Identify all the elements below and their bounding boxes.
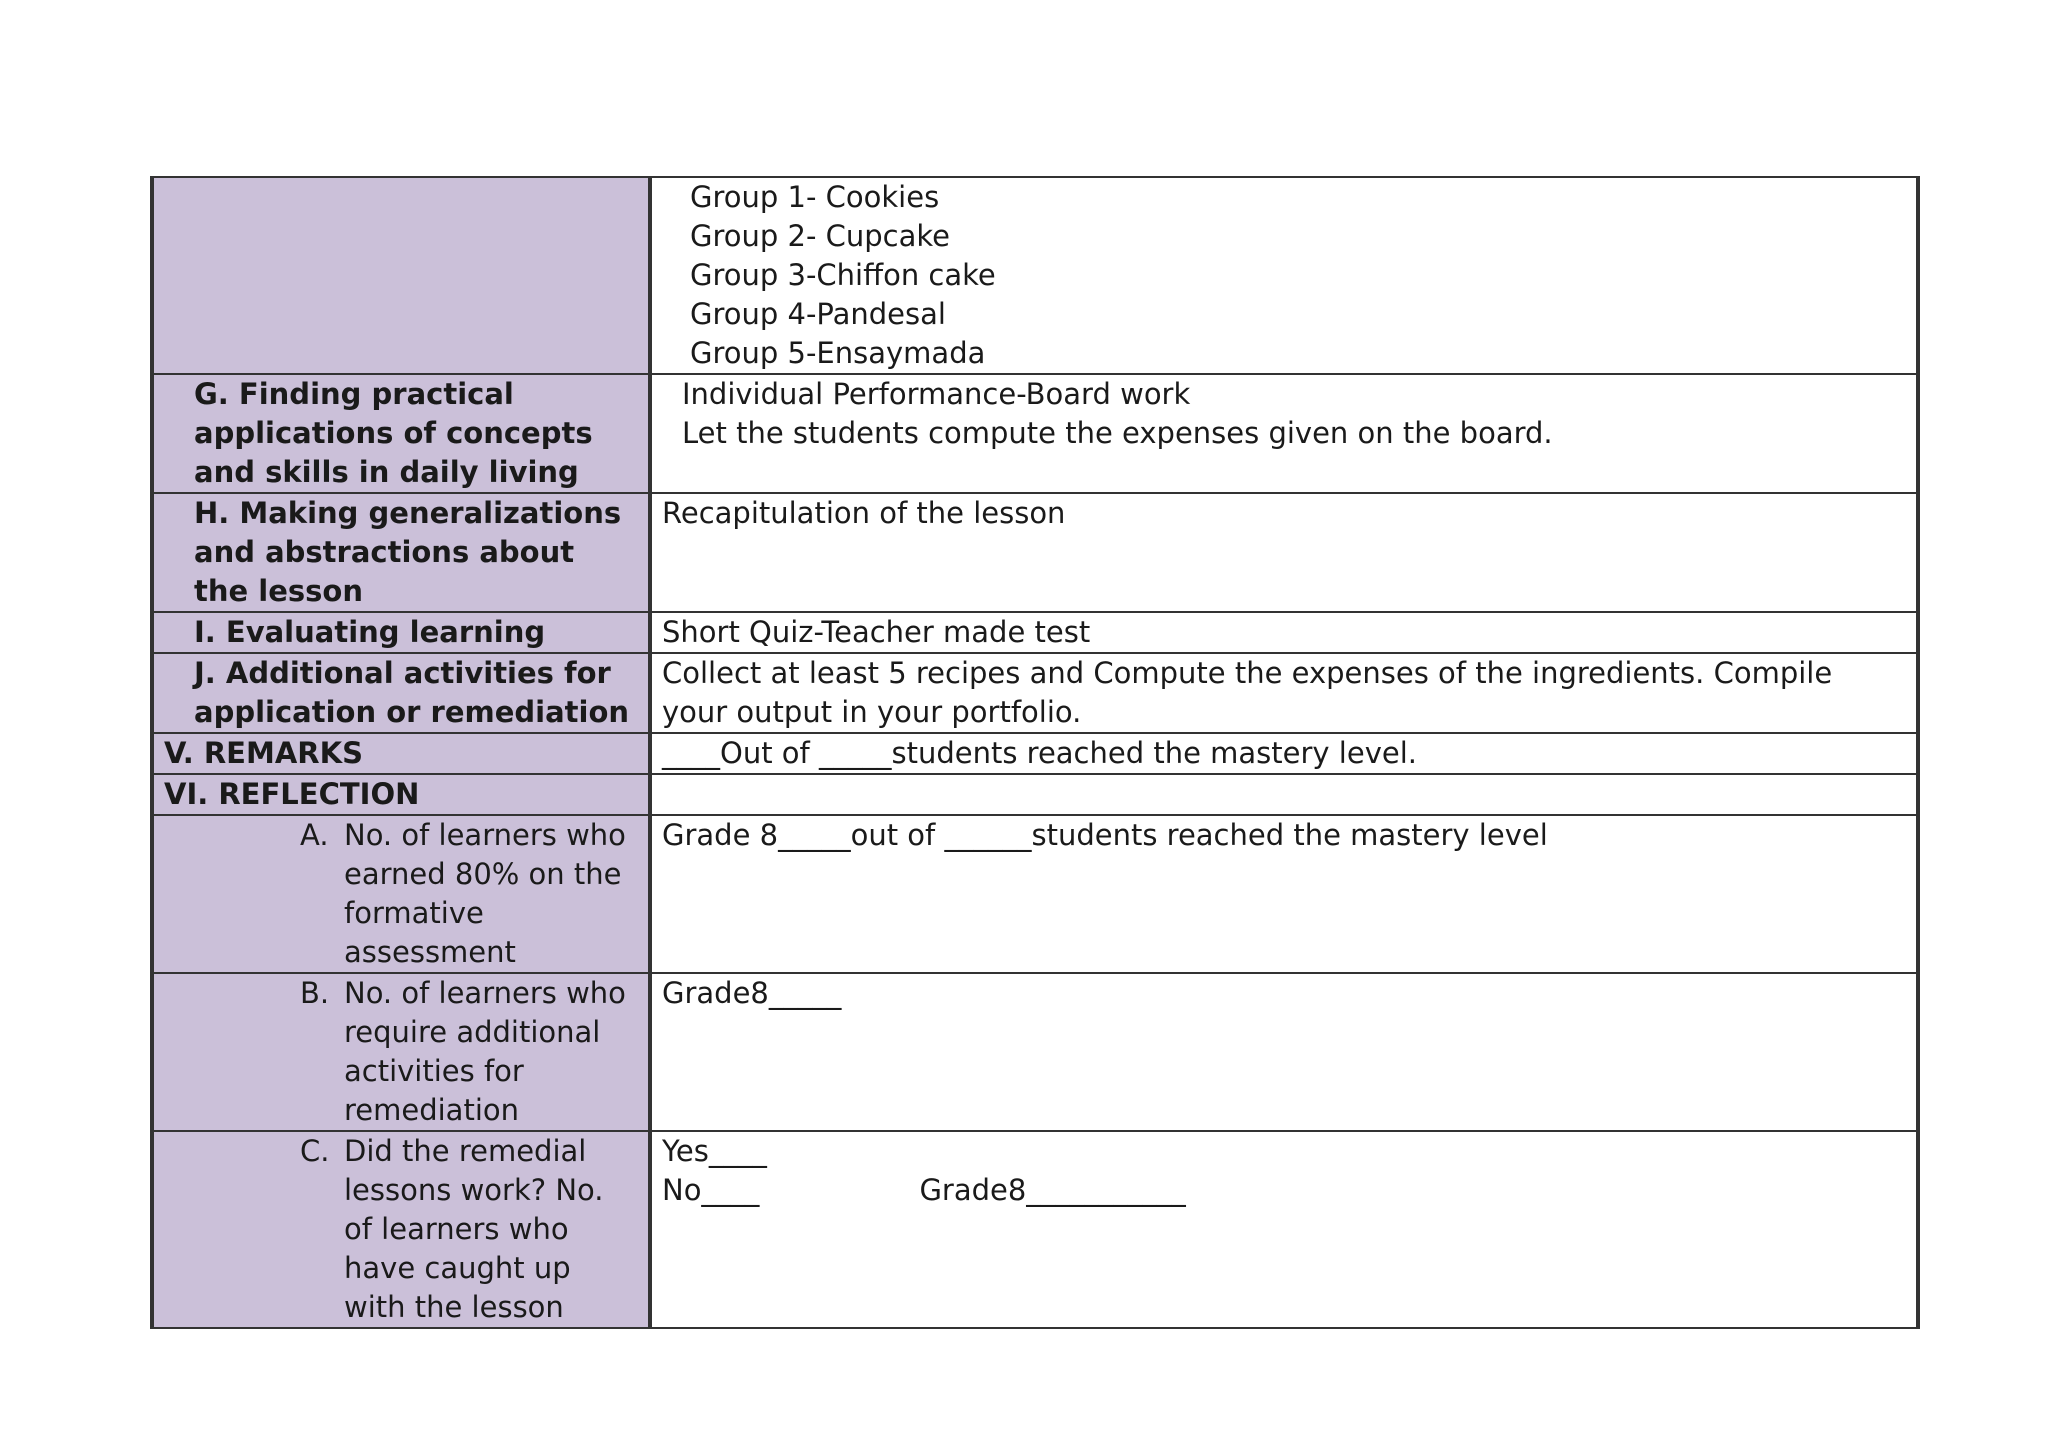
row-g-line1: Individual Performance-Board work: [682, 377, 1191, 411]
row-b-text: No. of learners who require additional activities for remediation: [344, 976, 626, 1127]
group-item: Group 4-Pandesal: [690, 297, 946, 331]
group-item: Group 5-Ensaymada: [690, 336, 986, 370]
table-row-c: [152, 1131, 1918, 1328]
group-item: Group 2- Cupcake: [690, 219, 950, 253]
row-c-label: [152, 1131, 650, 1328]
remarks-content: ____Out of _____students reached the mastery level.: [650, 733, 1918, 774]
row-j-content: Collect at least 5 recipes and Compute the expenses of the ingredients. Compile your output in your portfolio.: [650, 653, 1918, 733]
row-b-letter: B.: [300, 976, 330, 1010]
row-c-letter: C.: [300, 1134, 330, 1168]
group-item: Group 1- Cookies: [690, 180, 940, 214]
row-a-text: No. of learners who earned 80% on the formative assessment: [344, 818, 626, 969]
row-b-content: Grade8_____: [650, 973, 1918, 1131]
table-row-b: [152, 973, 1918, 1131]
row-g-label: G. Finding practical applications of concepts and skills in daily living: [152, 374, 650, 493]
group-item: Group 3-Chiffon cake: [690, 258, 996, 292]
table-row-g: [152, 374, 1918, 493]
table-row-a: [152, 815, 1918, 973]
row-a-content: Grade 8_____out of ______students reached the mastery level: [650, 815, 1918, 973]
row-b-label: [152, 973, 650, 1131]
table-row-groups: [152, 177, 1918, 374]
row-c-no-line: [662, 1171, 1906, 1210]
row-c-content: [650, 1131, 1918, 1328]
groups-label-cell: [152, 177, 650, 374]
groups-content-cell: [650, 177, 1918, 374]
table-row-reflection: [152, 774, 1918, 815]
row-j-label: J. Additional activities for application or remediation: [152, 653, 650, 733]
row-g-content: [650, 374, 1918, 493]
table-row-j: [152, 653, 1918, 733]
reflection-content: [650, 774, 1918, 815]
lesson-plan-table: [150, 176, 1920, 1329]
table-row-i: [152, 612, 1918, 653]
row-a-letter: A.: [300, 818, 329, 852]
row-c-grade: Grade8___________: [919, 1173, 1186, 1207]
row-g-line2: Let the students compute the expenses given on the board.: [682, 416, 1553, 450]
row-a-label: [152, 815, 650, 973]
remarks-label: V. REMARKS: [152, 733, 650, 774]
row-i-content: Short Quiz-Teacher made test: [650, 612, 1918, 653]
row-c-no: No____: [662, 1173, 760, 1207]
row-h-label: H. Making generalizations and abstractions about the lesson: [152, 493, 650, 612]
row-c-text: Did the remedial lessons work? No. of learners who have caught up with the lesson: [344, 1134, 604, 1324]
reflection-label: VI. REFLECTION: [152, 774, 650, 815]
row-i-label: I. Evaluating learning: [152, 612, 650, 653]
table-row-h: [152, 493, 1918, 612]
row-h-content: Recapitulation of the lesson: [650, 493, 1918, 612]
table-row-remarks: [152, 733, 1918, 774]
row-c-yes: Yes____: [662, 1134, 767, 1168]
